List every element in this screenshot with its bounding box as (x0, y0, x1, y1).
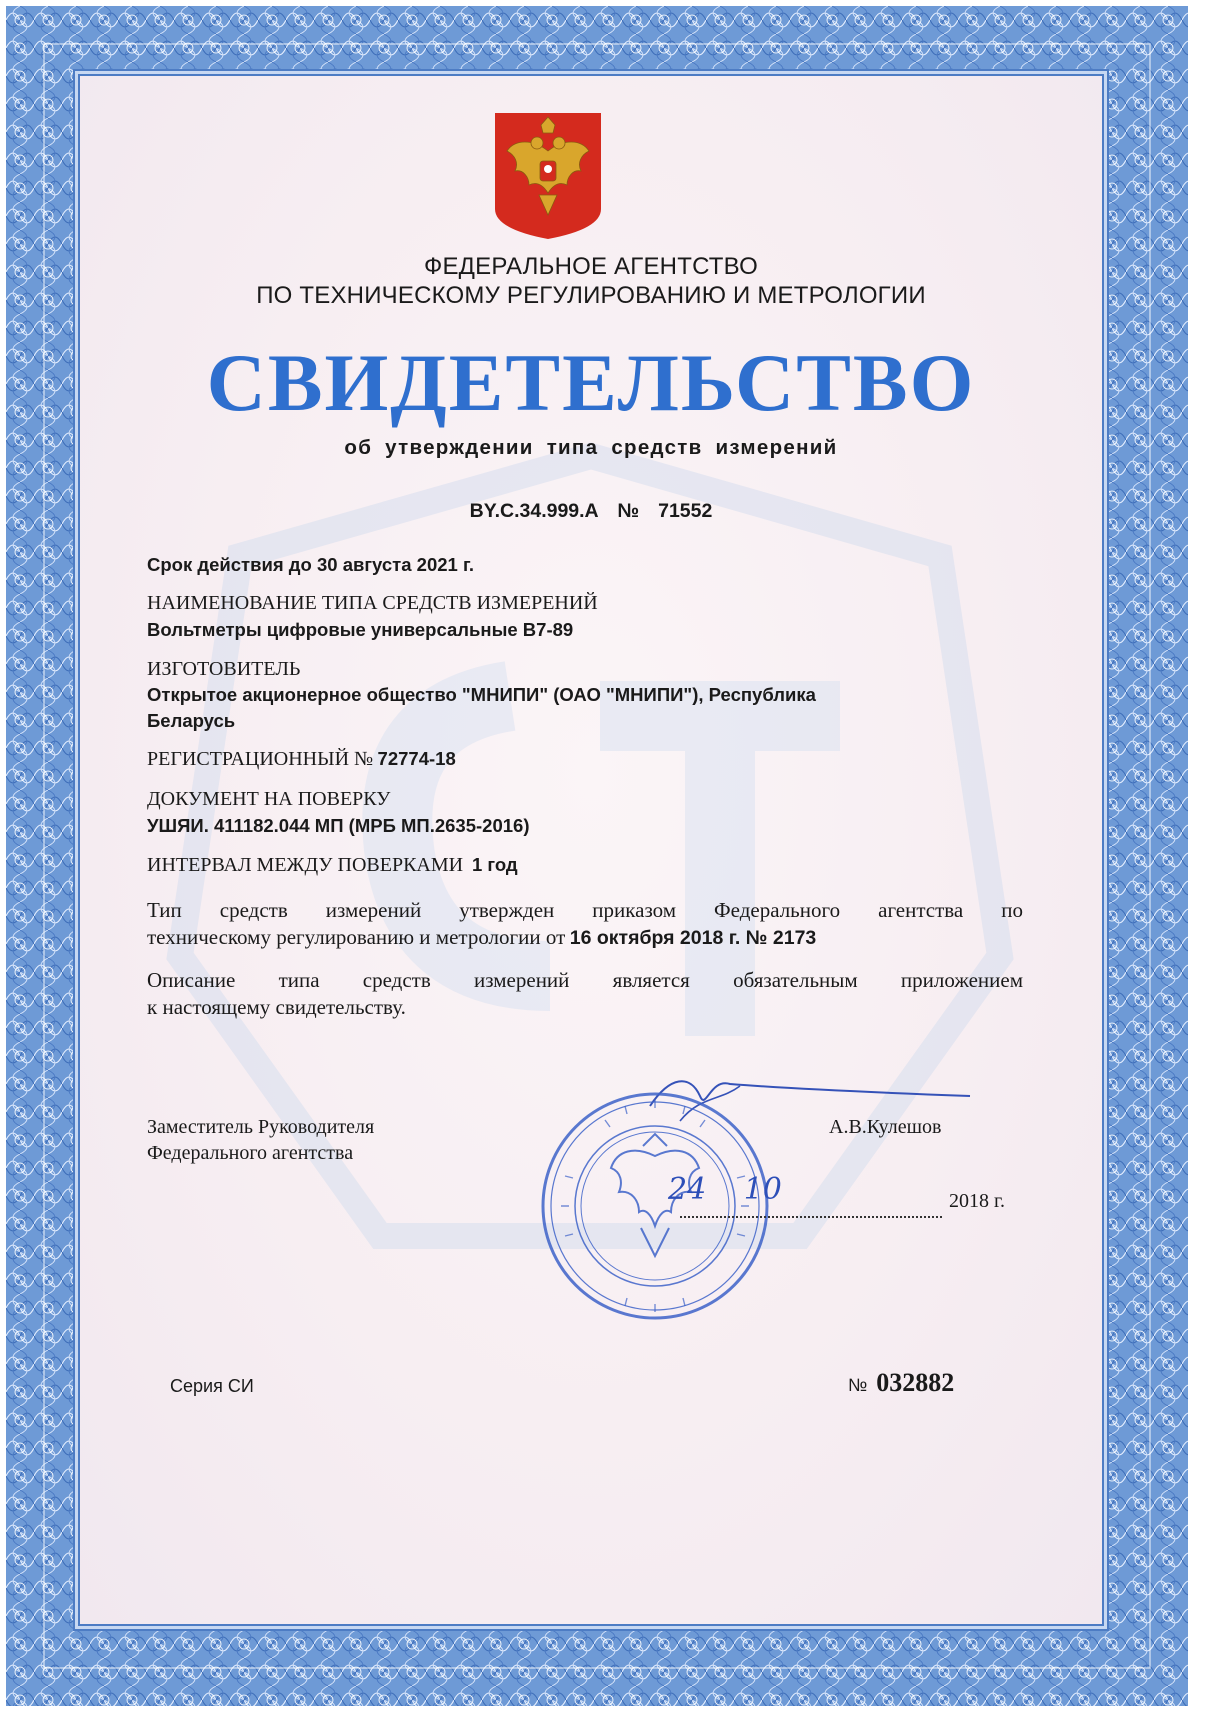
certificate-prefix: BY.C.34.999.A (469, 500, 599, 522)
serial-number: 032882 (876, 1368, 955, 1397)
verification-doc-label: ДОКУМЕНТ НА ПОВЕРКУ (147, 788, 391, 810)
interval-row (147, 854, 518, 877)
approval-order-line2 (147, 925, 816, 950)
date-dotted-line (680, 1196, 942, 1218)
serial-number-row (848, 1368, 954, 1398)
signer-position-line2: Федерального агентства (147, 1142, 354, 1164)
signer-name: А.В.Кулешов (829, 1116, 942, 1138)
signer-position-line1: Заместитель Руководителя (147, 1116, 375, 1138)
series-label: Серия СИ (170, 1376, 254, 1396)
type-value: Вольтметры цифровые универсальные В7-89 (147, 619, 574, 640)
registration-row (147, 748, 456, 771)
approval-order-line1: Тип средств измерений утвержден приказом Федерального агентства по (147, 898, 1023, 922)
approval-order-date: 16 октября 2018 г. № 2173 (569, 927, 817, 949)
certificate-no-label: № (617, 500, 640, 522)
interval-label: ИНТЕРВАЛ МЕЖДУ ПОВЕРКАМИ (147, 854, 464, 876)
date-year: 2018 г. (949, 1190, 1005, 1212)
manufacturer-value-line2: Беларусь (147, 710, 236, 731)
registration-label: РЕГИСТРАЦИОННЫЙ № (147, 748, 374, 770)
manufacturer-value-line1: Открытое акционерное общество "МНИПИ" (ОАО "МНИПИ"), Республика (147, 684, 816, 705)
manufacturer-label: ИЗГОТОВИТЕЛЬ (147, 658, 301, 680)
certificate-number (80, 500, 1102, 523)
agency-name-line2: ПО ТЕХНИЧЕСКОМУ РЕГУЛИРОВАНИЮ И МЕТРОЛОГИИ (256, 282, 926, 309)
type-label: НАИМЕНОВАНИЕ ТИПА СРЕДСТВ ИЗМЕРЕНИЙ (147, 592, 598, 614)
certificate-title: СВИДЕТЕЛЬСТВО (206, 337, 976, 428)
registration-value: 72774-18 (377, 748, 456, 769)
agency-name-line1: ФЕДЕРАЛЬНОЕ АГЕНТСТВО (424, 253, 758, 280)
russian-coat-of-arms-icon (493, 111, 603, 241)
certificate-subtitle: об утверждении типа средств измерений (344, 436, 838, 459)
serial-no-label: № (848, 1375, 868, 1395)
interval-value: 1 год (471, 854, 518, 875)
validity-date: Срок действия до 30 августа 2021 г. (147, 554, 474, 575)
certificate-paper (80, 76, 1102, 1624)
certificate-number-value: 71552 (658, 500, 713, 522)
approval-order-text: техническому регулированию и метрологии от (147, 925, 566, 949)
description-line2: к настоящему свидетельству. (147, 995, 406, 1019)
handwritten-date: 24 10 (668, 1172, 782, 1207)
description-line1: Описание типа средств измерений является обязательным приложением (147, 968, 1023, 992)
verification-doc-value: УШЯИ. 411182.044 МП (МРБ МП.2635-2016) (147, 815, 530, 836)
